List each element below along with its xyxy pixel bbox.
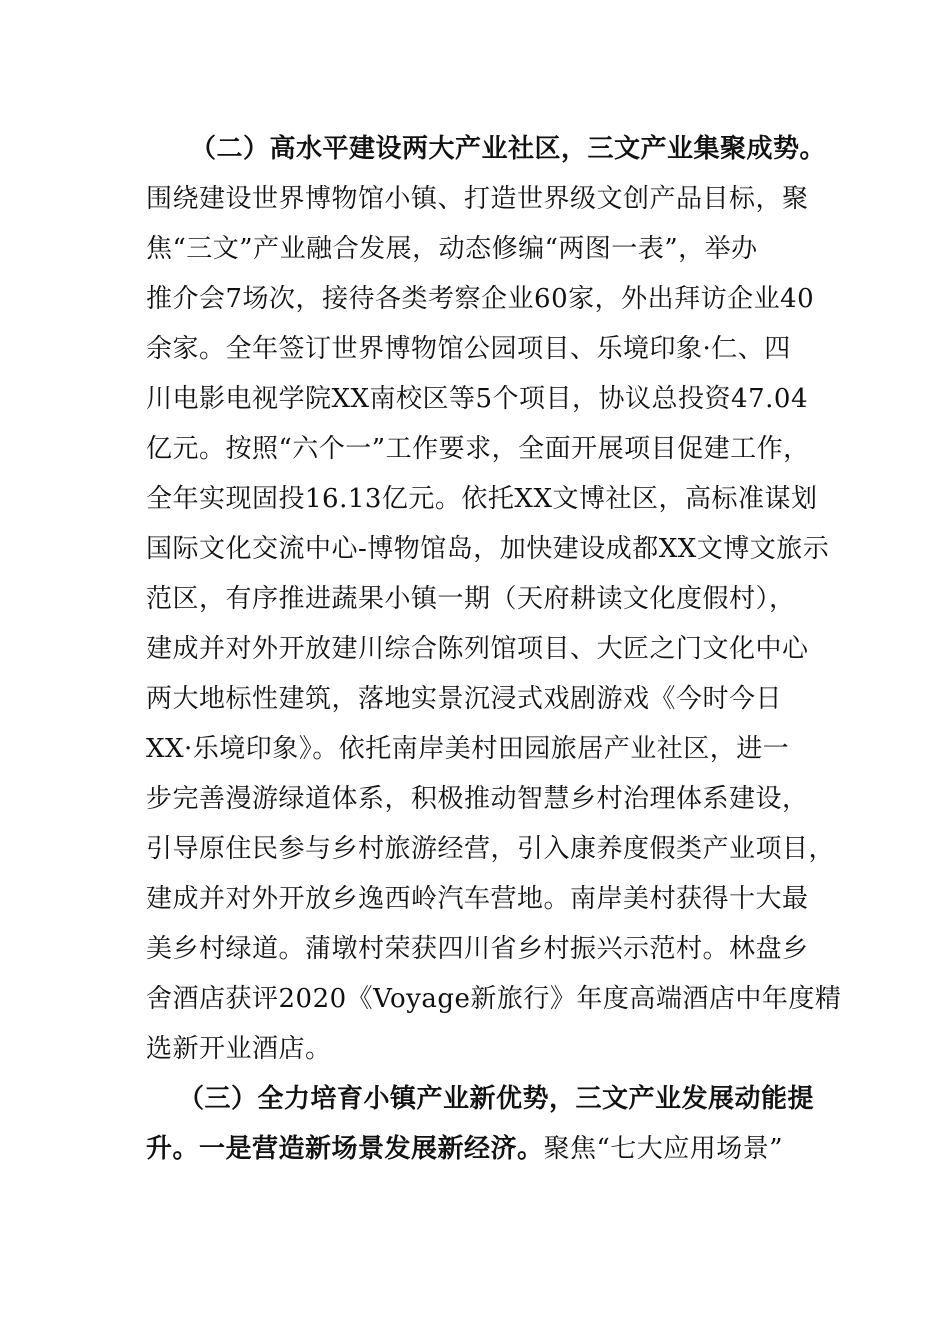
text-line bbox=[146, 184, 809, 214]
line-text: 川电影电视学院XX南校区等5个项目，协议总投资47.04 bbox=[146, 384, 808, 414]
text-line bbox=[146, 334, 791, 364]
line-text: 聚焦“七大应用场景” bbox=[543, 1134, 784, 1164]
text-line bbox=[146, 934, 809, 964]
text-line bbox=[146, 834, 835, 864]
text-line bbox=[146, 234, 758, 264]
line-text: 国际文化交流中心-博物馆岛，加快建设成都XX文博文旅示 bbox=[146, 534, 830, 564]
line-text: 范区，有序推进蔬果小镇一期（天府耕读文化度假村）， bbox=[146, 584, 796, 614]
text-line bbox=[146, 384, 808, 414]
line-text: 美乡村绿道。蒲墩村荣获四川省乡村振兴示范村。林盘乡 bbox=[146, 934, 809, 964]
line-text: 推介会7场次，接待各类考察企业60家，外出拜访企业40 bbox=[146, 284, 815, 314]
text-line bbox=[146, 584, 796, 614]
line-text: 两大地标性建筑，落地实景沉浸式戏剧游戏《今时今日 bbox=[146, 684, 783, 714]
paragraph-heading bbox=[190, 134, 826, 164]
line-text: 建成并对外开放建川综合陈列馆项目、大匠之门文化中心 bbox=[146, 634, 809, 664]
text-line bbox=[146, 284, 814, 314]
text-line bbox=[146, 784, 809, 814]
text-line bbox=[146, 734, 789, 764]
text-line bbox=[146, 884, 809, 914]
text-line bbox=[146, 684, 782, 714]
heading-text: （三）全力培育小镇产业新优势，三文产业发展动能提 bbox=[178, 1084, 815, 1114]
line-text: 建成并对外开放乡逸西岭汽车营地。南岸美村获得十大最 bbox=[146, 884, 809, 914]
line-text: 引导原住民参与乡村旅游经营，引入康养度假类产业项目， bbox=[146, 834, 836, 864]
text-line bbox=[146, 1134, 783, 1164]
text-line bbox=[146, 984, 841, 1014]
heading-text: （二）高水平建设两大产业社区，三文产业集聚成势。 bbox=[190, 134, 827, 164]
paragraph-heading bbox=[178, 1084, 814, 1114]
line-text: 焦“三文”产业融合发展，动态修编“两图一表”，举办 bbox=[146, 234, 758, 264]
line-text: 全年实现固投16.13亿元。依托XX文博社区，高标准谋划 bbox=[146, 484, 818, 514]
line-text: 余家。全年签订世界博物馆公园项目、乐境印象·仁、四 bbox=[146, 334, 791, 364]
line-text: 围绕建设世界博物馆小镇、打造世界级文创产品目标，聚 bbox=[146, 184, 809, 214]
line-text: 选新开业酒店。 bbox=[146, 1034, 332, 1064]
subheading-text: 升。一是营造新场景发展新经济。 bbox=[146, 1134, 544, 1164]
text-line bbox=[146, 534, 829, 564]
line-text: 亿元。按照“六个一”工作要求，全面开展项目促建工作， bbox=[146, 434, 810, 464]
line-text: 步完善漫游绿道体系，积极推动智慧乡村治理体系建设， bbox=[146, 784, 809, 814]
line-text: 舍酒店获评2020《Voyage新旅行》年度高端酒店中年度精 bbox=[146, 984, 842, 1014]
line-text: XX·乐境印象》。依托南岸美村田园旅居产业社区，进一 bbox=[146, 734, 790, 764]
text-line bbox=[146, 634, 809, 664]
text-line bbox=[146, 484, 817, 514]
text-line bbox=[146, 1034, 332, 1064]
text-line bbox=[146, 434, 810, 464]
